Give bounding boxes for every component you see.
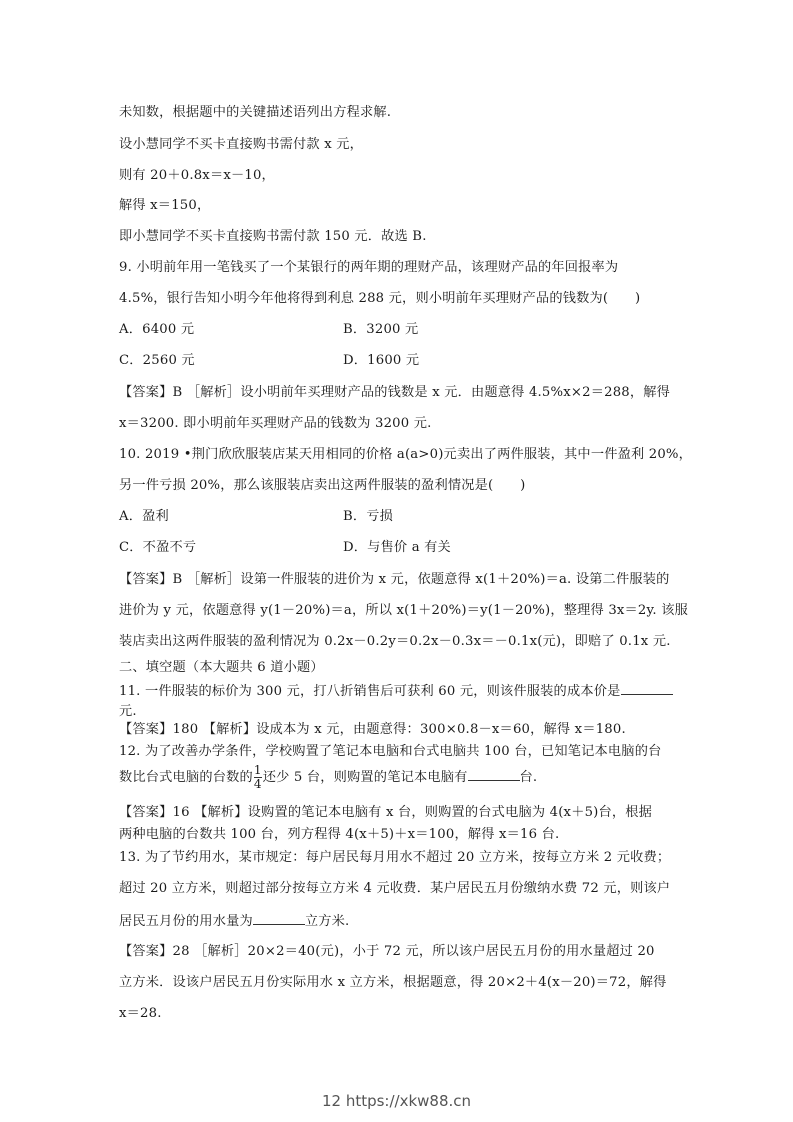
question-12-text: 数比台式电脑的台数的 $\frac{1}{4}$ 还少 5 台，则购置的笔记本电脑有 台. [119, 763, 538, 791]
question-10-text: 另一件亏损 20%，那么该服装店卖出这两件服装的盈利情况是( ) [119, 478, 526, 493]
solution-text: 未知数，根据题中的关键描述语列出方程求解. [119, 105, 392, 120]
answer-blank [253, 912, 305, 925]
question-9-options [119, 353, 420, 369]
answer-10: 【答案】B ［解析］设第一件服装的进价为 x 元，依题意得 x(1＋20%)＝a. 设第二件服装的 [119, 572, 670, 587]
question-9-text: 9. 小明前年用一笔钱买了一个某银行的两年期的理财产品，该理财产品的年回报率为 [119, 260, 619, 275]
question-10-options [119, 540, 451, 556]
option-c: C．不盈不亏 [119, 540, 197, 555]
solution-text: 设小慧同学不买卡直接购书需付款 x 元， [119, 137, 364, 152]
question-13-text: 13. 为了节约用水，某市规定：每户居民每月用水不超过 20 立方米，按每立方米 2 元收费； [119, 850, 671, 865]
question-10-text: 10. 2019 •荆门欣欣服装店某天用相同的价格 a(a>0)元卖出了两件服装，其中一件盈利 20%， [119, 447, 693, 462]
solution-text: 解得 x＝150， [119, 198, 211, 213]
question-9-text: 4.5%，银行告知小明今年他将得到利息 288 元，则小明前年买理财产品的钱数为( ) [119, 291, 641, 306]
question-10-options [119, 509, 394, 525]
question-13-text: 超过 20 立方米，则超过部分按每立方米 4 元收费．某户居民五月份缴纳水费 72 元，则该户 [119, 881, 671, 896]
question-11-text: 元. [119, 704, 137, 719]
page-footer: 12 https://xkw88.cn [321, 1092, 472, 1110]
answer-10: 装店卖出这两件服装的盈利情况为 0.2x－0.2y＝0.2x－0.3x＝－0.1x(元)，即赔了 0.1x 元. [119, 634, 671, 649]
answer-blank [621, 682, 673, 695]
option-c: C．2560 元 [119, 353, 195, 368]
option-d: D．1600 元 [343, 353, 420, 368]
answer-blank [468, 768, 520, 781]
answer-9: x＝3200. 即小明前年买理财产品的钱数为 3200 元. [119, 416, 432, 431]
question-12-text: 12. 为了改善办学条件，学校购置了笔记本电脑和台式电脑共 100 台，已知笔记本电脑的台 [119, 744, 662, 759]
question-13-text: 居民五月份的用水量为 立方米. [119, 914, 350, 929]
answer-13: 【答案】28 ［解析］20×2＝40(元)，小于 72 元，所以该户居民五月份的用水量超过 20 [119, 944, 655, 959]
option-b: B．亏损 [343, 509, 394, 524]
answer-9: 【答案】B ［解析］设小明前年买理财产品的钱数是 x 元．由题意得 4.5%x×2＝288，解得 [119, 385, 671, 400]
answer-13: x＝28. [119, 1006, 162, 1021]
answer-10: 进价为 y 元，依题意得 y(1－20%)＝a，所以 x(1＋20%)＝y(1－20%)，整理得 3x＝2y. 该服 [119, 603, 688, 618]
solution-text: 即小慧同学不买卡直接购书需付款 150 元．故选 B. [119, 229, 427, 244]
section-heading: 二、填空题（本大题共 6 道小题） [119, 660, 324, 675]
fraction: $\frac{1}{4}$ [253, 763, 262, 791]
answer-12: 【答案】16 【解析】设购置的笔记本电脑有 x 台，则购置的台式电脑为 4(x＋5)台，根据 [119, 805, 653, 820]
question-11-text: 11. 一件服装的标价为 300 元，打八折销售后可获利 60 元，则该件服装的成本价是 [119, 682, 673, 700]
answer-13: 立方米．设该户居民五月份实际用水 x 立方米，根据题意，得 20×2＋4(x－20)＝72，解得 [119, 975, 667, 990]
option-a: A．6400 元 [119, 322, 195, 337]
question-9-options [119, 322, 419, 338]
option-a: A．盈利 [119, 509, 169, 524]
option-b: B．3200 元 [343, 322, 419, 337]
solution-equation: 则有 20＋0.8x＝x－10， [119, 168, 275, 183]
option-d: D．与售价 a 有关 [343, 540, 451, 555]
answer-11: 【答案】180 【解析】设成本为 x 元，由题意得：300×0.8－x＝60，解得 x＝180. [119, 722, 626, 737]
answer-12: 两种电脑的台数共 100 台，列方程得 4(x＋5)＋x＝100，解得 x＝16 台. [119, 827, 560, 842]
